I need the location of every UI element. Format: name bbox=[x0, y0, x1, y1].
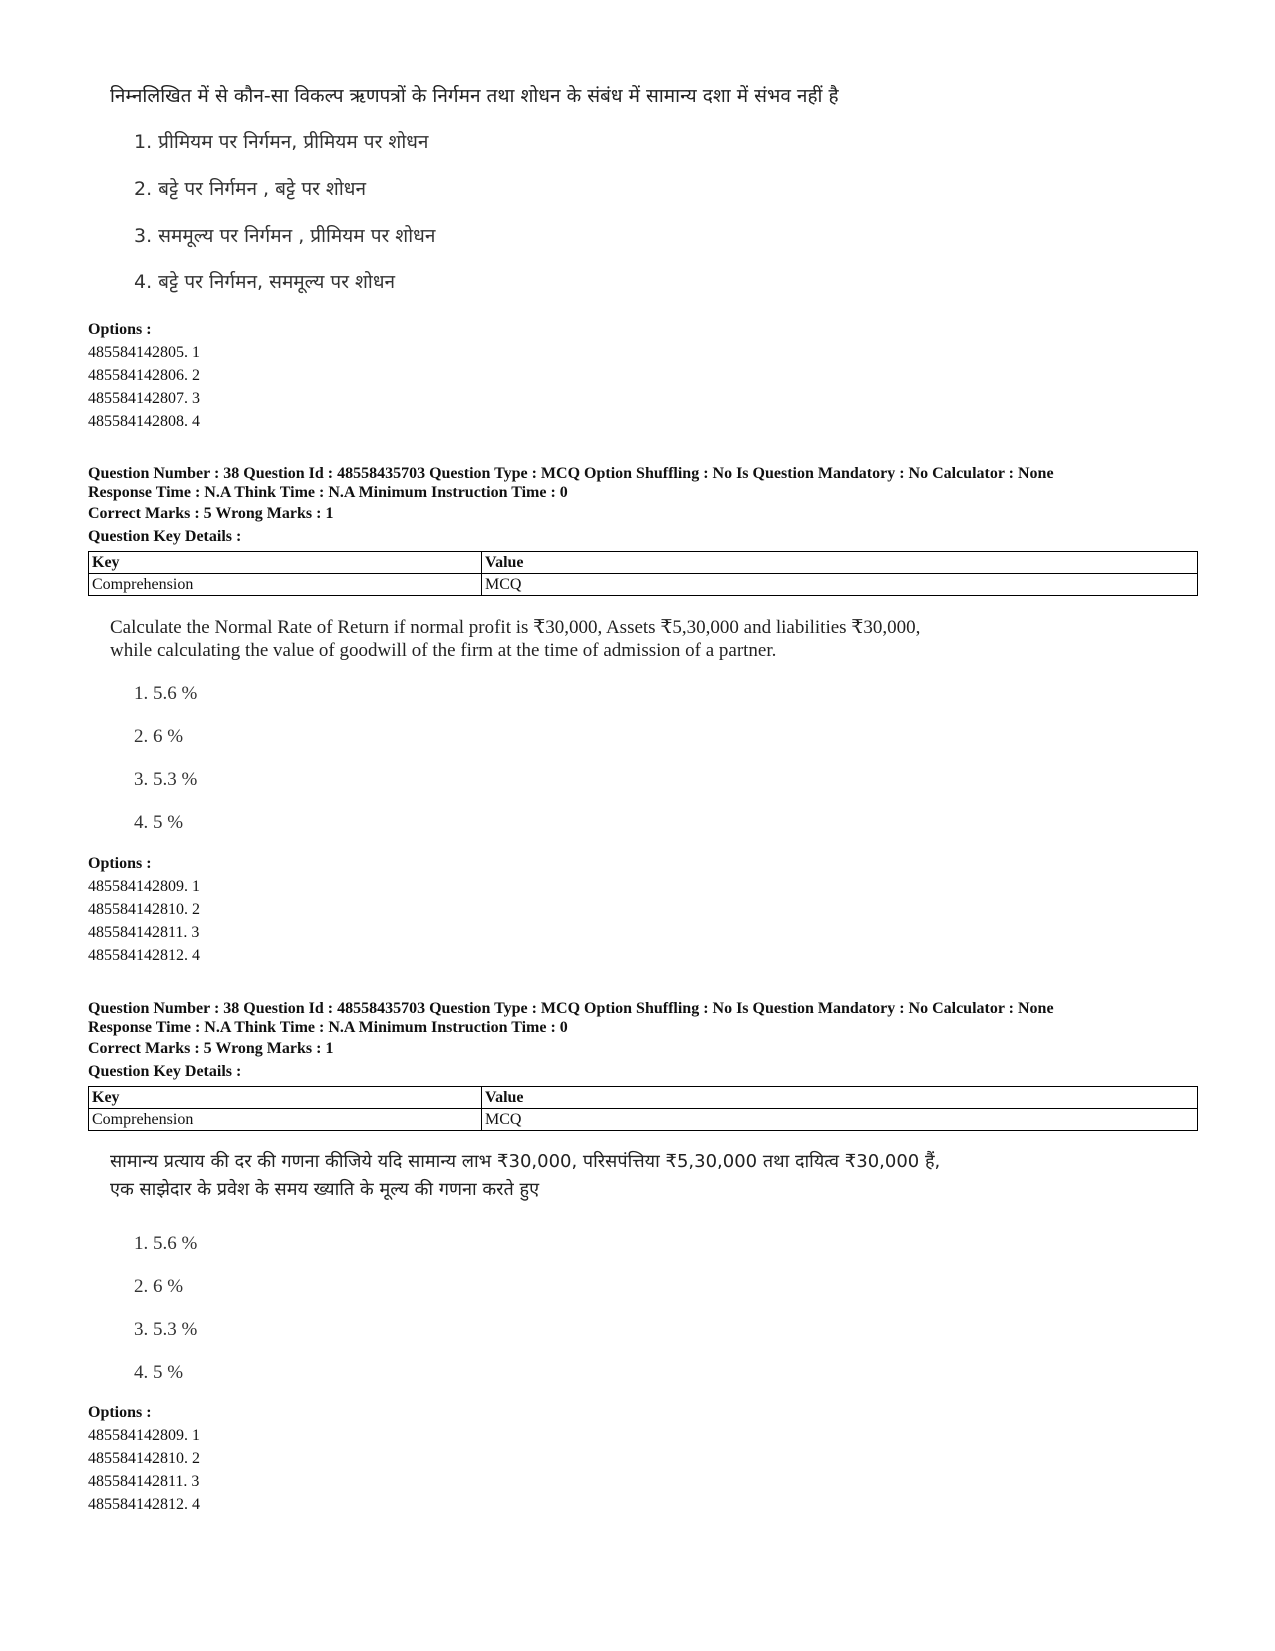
choice-item: 3. 5.3 % bbox=[134, 1319, 198, 1340]
choice-item: 1. 5.6 % bbox=[134, 683, 198, 704]
option-id-line: 485584142805. 1 bbox=[88, 344, 200, 361]
choice-item: 4. 5 % bbox=[134, 1362, 184, 1383]
option-id-line: 485584142812. 4 bbox=[88, 1496, 200, 1513]
question-text bbox=[110, 616, 920, 662]
question-meta-line: Response Time : N.A Think Time : N.A Minimum Instruction Time : 0 bbox=[88, 484, 568, 501]
question-meta bbox=[88, 999, 1198, 1037]
options-label: Options : bbox=[88, 1404, 152, 1421]
option-id-line: 485584142811. 3 bbox=[88, 924, 200, 941]
table-header-cell: Key bbox=[89, 552, 482, 574]
table-cell: Comprehension bbox=[89, 574, 482, 596]
choice-item: 4. बट्टे पर निर्गमन, सममूल्य पर शोधन bbox=[134, 271, 396, 293]
choice-item: 2. 6 % bbox=[134, 726, 184, 747]
option-id-line: 485584142808. 4 bbox=[88, 413, 200, 430]
choice-item: 3. सममूल्य पर निर्गमन , प्रीमियम पर शोधन bbox=[134, 225, 436, 247]
option-id-line: 485584142809. 1 bbox=[88, 1427, 200, 1444]
question-meta-line: Question Number : 38 Question Id : 48558435703 Question Type : MCQ Option Shuffling : No Is Question Mandatory : No Calculator : None bbox=[88, 1000, 1054, 1017]
question-text-line: while calculating the value of goodwill of the firm at the time of admission of a partner. bbox=[110, 640, 777, 661]
table-header-cell: Value bbox=[482, 1087, 1198, 1109]
table-header-cell: Value bbox=[482, 552, 1198, 574]
question-text-line: Calculate the Normal Rate of Return if normal profit is ₹30,000, Assets ₹5,30,000 and liabilities ₹30,000, bbox=[110, 617, 921, 638]
option-id-line: 485584142810. 2 bbox=[88, 901, 200, 918]
table-row bbox=[89, 574, 1198, 596]
table-header-cell: Key bbox=[89, 1087, 482, 1109]
table-header-row bbox=[89, 552, 1198, 574]
choice-item: 2. 6 % bbox=[134, 1276, 184, 1297]
choice-item: 1. 5.6 % bbox=[134, 1233, 198, 1254]
question-text: निम्नलिखित में से कौन-सा विकल्प ऋणपत्रों के निर्गमन तथा शोधन के संबंध में सामान्य दशा में संभव नहीं है bbox=[110, 85, 839, 107]
marks-line: Correct Marks : 5 Wrong Marks : 1 bbox=[88, 1040, 334, 1057]
option-id-line: 485584142812. 4 bbox=[88, 947, 200, 964]
question-meta bbox=[88, 464, 1198, 502]
question-text bbox=[110, 1148, 940, 1204]
option-id-line: 485584142806. 2 bbox=[88, 367, 200, 384]
table-header-row bbox=[89, 1087, 1198, 1109]
question-meta-line: Question Number : 38 Question Id : 48558435703 Question Type : MCQ Option Shuffling : No Is Question Mandatory : No Calculator : None bbox=[88, 465, 1054, 482]
table-cell: MCQ bbox=[482, 1109, 1198, 1131]
table-cell: MCQ bbox=[482, 574, 1198, 596]
choice-item: 4. 5 % bbox=[134, 812, 184, 833]
key-details-label: Question Key Details : bbox=[88, 528, 242, 545]
question-text-line: सामान्य प्रत्याय की दर की गणना कीजिये यदि सामान्य लाभ ₹30,000, परिसपंत्तिया ₹5,30,000 तथा दायित्व ₹30,000 हैं, bbox=[110, 1151, 941, 1172]
key-details-table bbox=[88, 551, 1198, 596]
question-meta-line: Response Time : N.A Think Time : N.A Minimum Instruction Time : 0 bbox=[88, 1019, 568, 1036]
table-cell: Comprehension bbox=[89, 1109, 482, 1131]
key-details-label: Question Key Details : bbox=[88, 1063, 242, 1080]
choice-item: 3. 5.3 % bbox=[134, 769, 198, 790]
marks-line: Correct Marks : 5 Wrong Marks : 1 bbox=[88, 505, 334, 522]
question-text-line: एक साझेदार के प्रवेश के समय ख्याति के मूल्य की गणना करते हुए bbox=[110, 1179, 540, 1200]
options-label: Options : bbox=[88, 855, 152, 872]
key-details-table bbox=[88, 1086, 1198, 1131]
option-id-line: 485584142810. 2 bbox=[88, 1450, 200, 1467]
choice-item: 2. बट्टे पर निर्गमन , बट्टे पर शोधन bbox=[134, 178, 366, 200]
table-row bbox=[89, 1109, 1198, 1131]
option-id-line: 485584142809. 1 bbox=[88, 878, 200, 895]
option-id-line: 485584142807. 3 bbox=[88, 390, 200, 407]
options-label: Options : bbox=[88, 321, 152, 338]
choice-item: 1. प्रीमियम पर निर्गमन, प्रीमियम पर शोधन bbox=[134, 131, 429, 153]
option-id-line: 485584142811. 3 bbox=[88, 1473, 200, 1490]
